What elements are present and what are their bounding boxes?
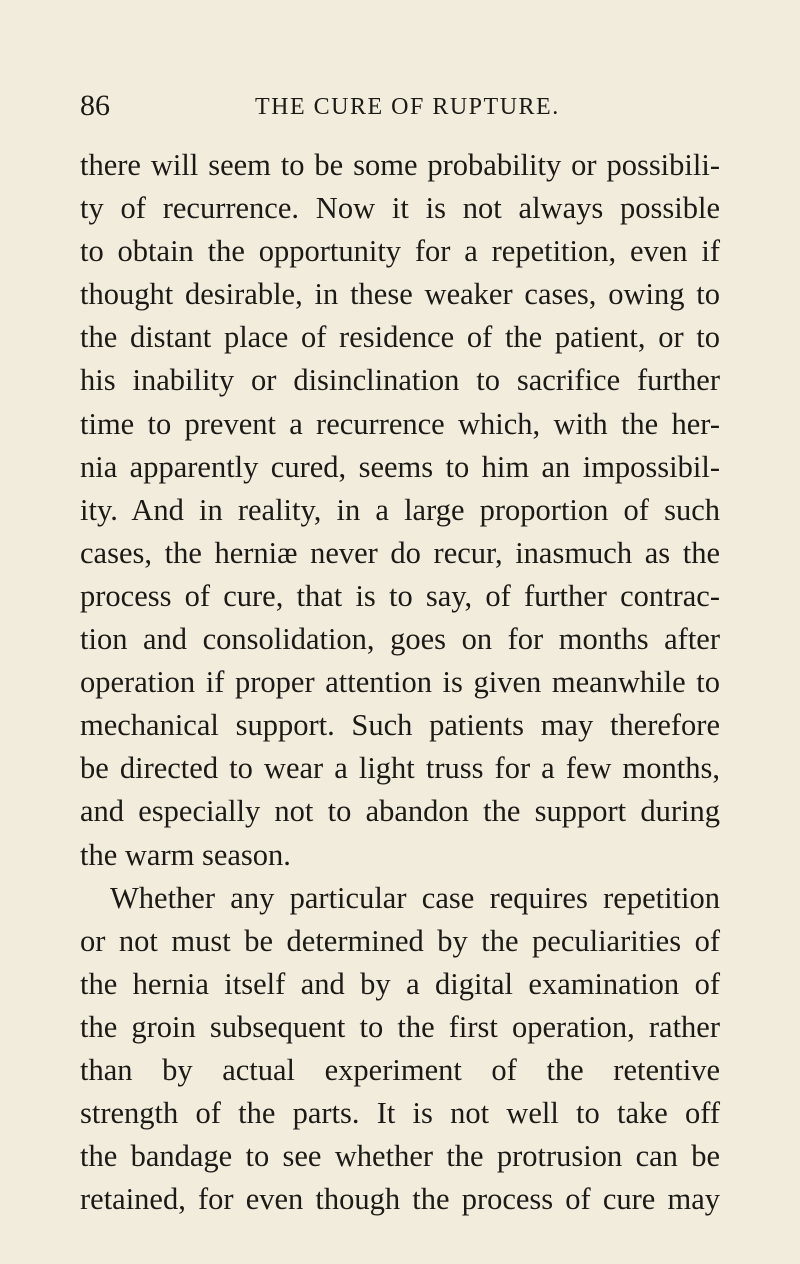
text-line: cases, the herniæ never do recur, inasmuch as the: [80, 535, 720, 570]
running-head: [80, 88, 720, 124]
body-text: [80, 144, 720, 1221]
text-line: and especially not to abandon the support during: [80, 794, 720, 829]
text-line: to obtain the opportunity for a repetition, even if: [80, 234, 720, 269]
text-line: operation if proper attention is given meanwhile to: [80, 665, 720, 700]
paragraph-end-line: the warm season.: [80, 837, 291, 872]
text-line: the hernia itself and by a digital examination of: [80, 966, 720, 1001]
text-line: the bandage to see whether the protrusion can be: [80, 1139, 720, 1174]
text-line: nia apparently cured, seems to him an impossibil-: [80, 449, 720, 484]
text-line: the groin subsequent to the first operation, rather: [80, 1009, 720, 1044]
text-line: ty of recurrence. Now it is not always possible: [80, 191, 720, 226]
text-line: there will seem to be some probability or possibili-: [80, 148, 720, 182]
text-line: retained, for even though the process of cure may: [80, 1182, 720, 1217]
text-line: ity. And in reality, in a large proportion of such: [80, 492, 720, 527]
text-line: thought desirable, in these weaker cases, owing to: [80, 277, 720, 312]
running-title: THE CURE OF RUPTURE.: [255, 94, 560, 120]
text-line: time to prevent a recurrence which, with the her-: [80, 406, 720, 441]
text-line: tion and consolidation, goes on for months after: [80, 622, 720, 657]
text-line: mechanical support. Such patients may therefore: [80, 708, 720, 743]
text-line: or not must be determined by the peculiarities of: [80, 923, 720, 958]
text-line: strength of the parts. It is not well to take off: [80, 1096, 720, 1131]
text-line: his inability or disinclination to sacrifice further: [80, 363, 720, 398]
text-line: the distant place of residence of the patient, or to: [80, 320, 720, 355]
page-number: 86: [80, 89, 110, 122]
paragraph-start-line: Whether any particular case requires repetition: [110, 880, 720, 915]
text-line: be directed to wear a light truss for a few months,: [80, 751, 720, 786]
text-line: than by actual experiment of the retentive: [80, 1052, 720, 1087]
text-line: process of cure, that is to say, of further contrac-: [80, 578, 720, 613]
